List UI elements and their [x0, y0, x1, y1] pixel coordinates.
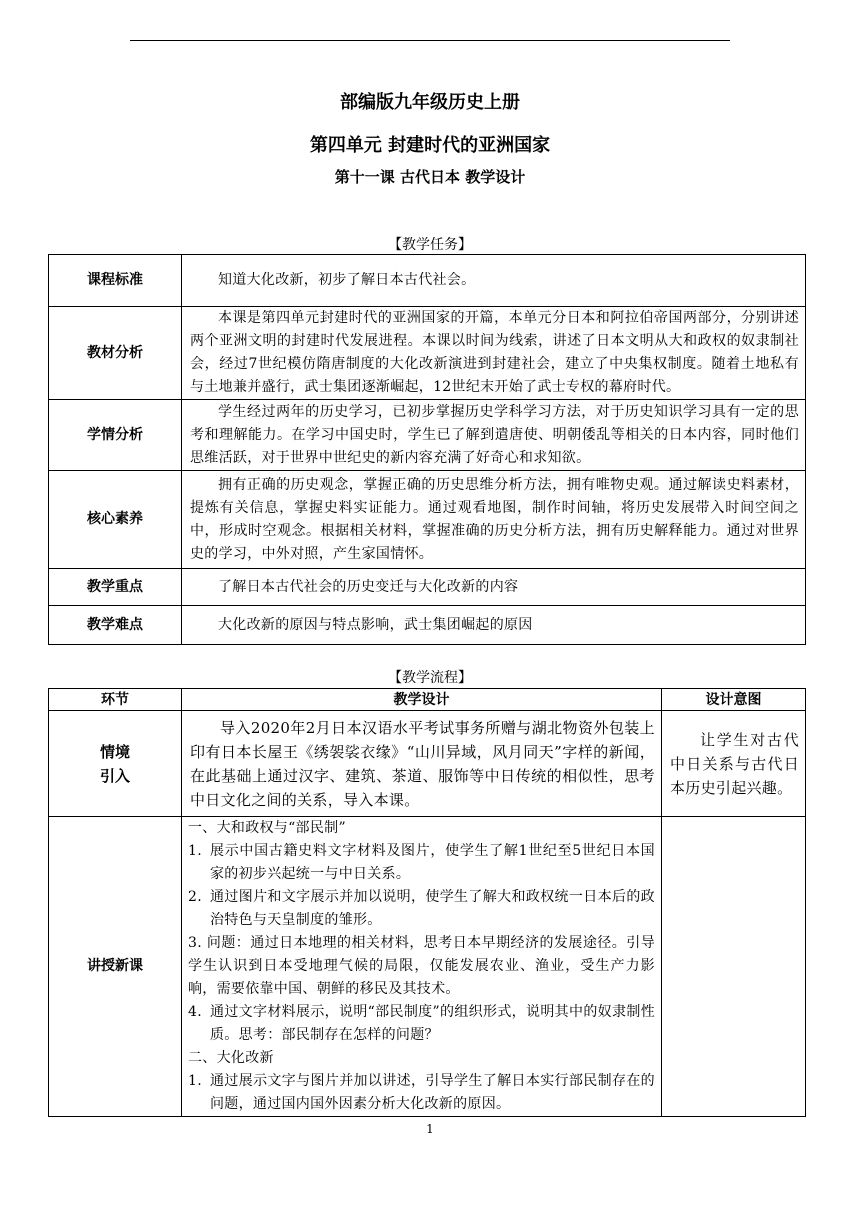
list-number: 2. [188, 889, 202, 905]
table-row [49, 569, 806, 606]
table-row [49, 400, 806, 471]
row-label: 教学难点 [49, 606, 182, 645]
row-text: 知道大化改新，初步了解日本古代社会。 [182, 255, 806, 307]
list-item: 一、大和政权与“部民制” [188, 820, 346, 836]
list-text: 通过展示文字与图片并加以讲述，引导学生了解日本实行部民制存在的问题，通过国内国外因素分析大化改新的原因。 [210, 1073, 655, 1112]
row-label [49, 711, 182, 817]
row-label: 学情分析 [49, 400, 182, 471]
header-rule [130, 40, 730, 41]
book-title: 部编版九年级历史上册 [340, 92, 520, 113]
list-item [188, 1070, 655, 1116]
design-cell [182, 817, 662, 1117]
list-item: 3. 问题：通过日本地理的相关材料，思考日本早期经济的发展途径。引导学生认识到日本受地理气候的局限，仅能发展农业、渔业，受生产力影响，需要依靠中国、朝鲜的移民及其技术。 [188, 935, 655, 997]
list-item [188, 886, 655, 932]
column-header: 教学设计 [182, 689, 662, 711]
intent-cell: 让学生对古代中日关系与古代日本历史引起兴趣。 [662, 711, 806, 817]
unit-title: 第四单元 封建时代的亚洲国家 [309, 135, 551, 156]
table-row [49, 817, 806, 1117]
list-text: 展示中国古籍史料文字材料及图片，使学生了解1世纪至5世纪日本国家的初步兴起统一与中日关系。 [210, 843, 655, 882]
table-header-row [49, 689, 806, 711]
list-number: 1. [188, 843, 202, 859]
row-label: 讲授新课 [49, 817, 182, 1117]
row-text: 学生经过两年的历史学习，已初步掌握历史学科学习方法，对于历史知识学习具有一定的思考和理解能力。在学习中国史时，学生已了解到遣唐使、明朝倭乱等相关的日本内容，同时他们思维活跃，对于世界中世纪史的新内容充满了好奇心和求知欲。 [182, 400, 806, 471]
list-text: 通过图片和文字展示并加以说明，使学生了解大和政权统一日本后的政治特色与天皇制度的雏形。 [210, 889, 655, 928]
table-row [49, 711, 806, 817]
list-number: 4. [188, 1004, 202, 1020]
list-item: 二、大化改新 [188, 1050, 274, 1066]
list-item [188, 840, 655, 886]
column-header: 设计意图 [662, 689, 806, 711]
section-heading-tasks: 【教学任务】 [388, 237, 472, 253]
lesson-title: 第十一课 古代日本 教学设计 [334, 168, 526, 186]
task-table [48, 254, 806, 645]
section-heading-flow: 【教学流程】 [388, 670, 472, 686]
row-text: 了解日本古代社会的历史变迁与大化改新的内容 [182, 569, 806, 606]
row-label: 教学重点 [49, 569, 182, 606]
row-label-line: 引入 [99, 766, 130, 785]
column-header: 环节 [49, 689, 182, 711]
page-number: 1 [426, 1122, 434, 1136]
row-text: 本课是第四单元封建时代的亚洲国家的开篇，本单元分日本和阿拉伯帝国两部分，分别讲述两个亚洲文明的封建时代发展进程。本课以时间为线索，讲述了日本文明从大和政权的奴隶制社会，经过7世纪模仿隋唐制度的大化改新演进到封建社会，建立了中央集权制度。随着土地私有与土地兼并盛行，武士集团逐渐崛起，12世纪末开始了武士专权的幕府时代。 [182, 307, 806, 400]
row-text: 大化改新的原因与特点影响，武士集团崛起的原因 [182, 606, 806, 645]
table-row [49, 471, 806, 569]
row-label-line: 情境 [99, 742, 130, 761]
flow-table [48, 688, 806, 1117]
table-row [49, 307, 806, 400]
row-label: 核心素养 [49, 471, 182, 569]
table-row [49, 255, 806, 307]
row-label: 教材分析 [49, 307, 182, 400]
row-text: 拥有正确的历史观念，掌握正确的历史思维分析方法，拥有唯物史观。通过解读史料素材，提炼有关信息，掌握史料实证能力。通过观看地图，制作时间轴，将历史发展带入时间空间之中，形成时空观念。根据相关材料，掌握准确的历史分析方法，拥有历史解释能力。通过对世界史的学习，中外对照，产生家国情怀。 [182, 471, 806, 569]
list-number: 1. [188, 1073, 202, 1089]
row-label: 课程标准 [49, 255, 182, 307]
intent-cell [662, 817, 806, 1117]
list-text: 通过文字材料展示，说明“部民制度”的组织形式，说明其中的奴隶制性质。思考：部民制存在怎样的问题？ [210, 1004, 655, 1043]
list-item [188, 1001, 655, 1047]
table-row [49, 606, 806, 645]
design-cell: 导入2020年2月日本汉语水平考试事务所赠与湖北物资外包装上印有日本长屋王《绣袈裟衣缘》“山川异域，风月同天”字样的新闻，在此基础上通过汉字、建筑、茶道、服饰等中日传统的相似性，思考中日文化之间的关系，导入本课。 [182, 711, 662, 817]
